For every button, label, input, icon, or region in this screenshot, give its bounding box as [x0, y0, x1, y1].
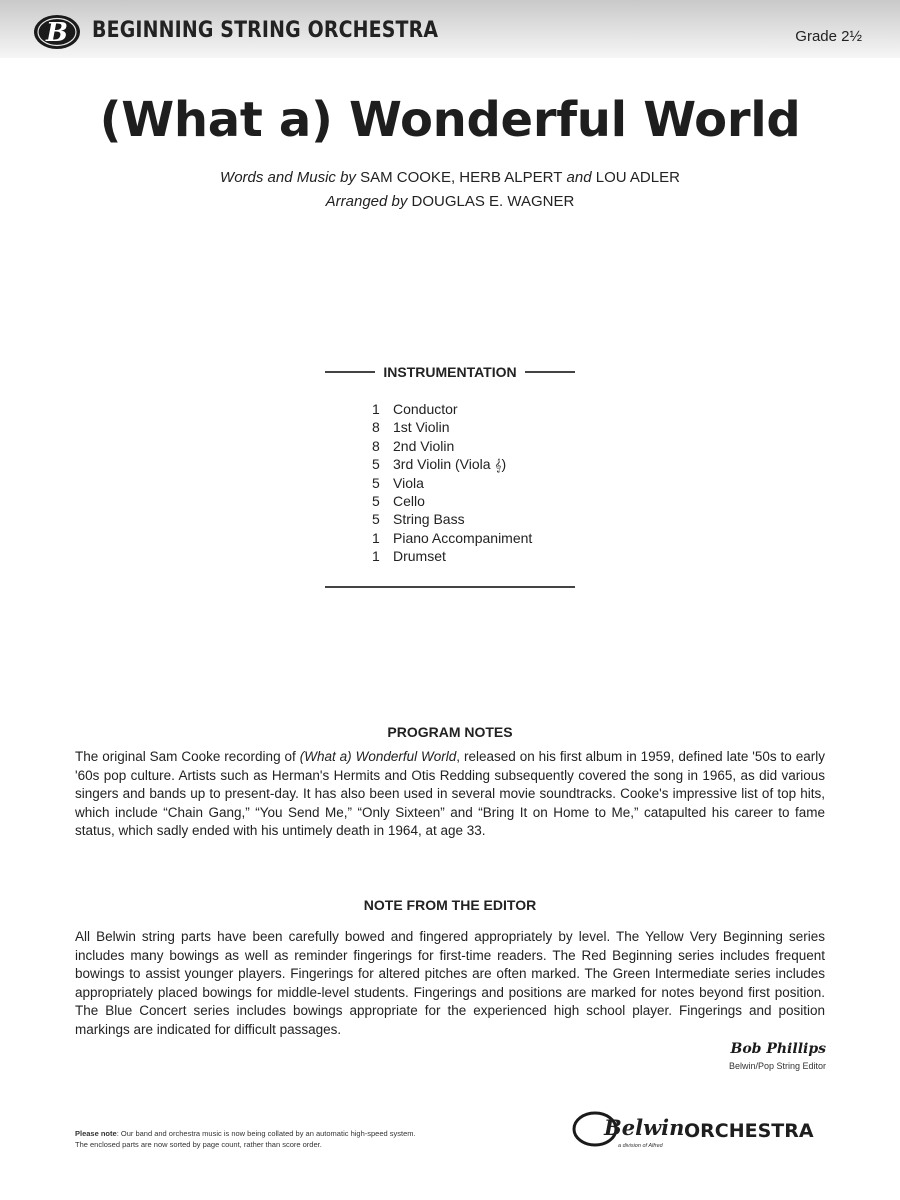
- program-notes-text-start: The original Sam Cooke recording of: [75, 749, 300, 764]
- footnote-line-2: The enclosed parts are now sorted by page count, rather than score order.: [75, 1140, 322, 1149]
- part-name: 3rd Violin (Viola: [393, 456, 495, 473]
- list-item: [372, 437, 532, 455]
- list-item: [372, 455, 532, 473]
- instrumentation-list: [372, 400, 532, 566]
- belwin-orchestra-logo: [572, 1107, 832, 1155]
- part-quantity: 5: [372, 456, 380, 473]
- list-item: [372, 418, 532, 436]
- heading-rule-left: [325, 371, 375, 373]
- song-title-italic: (What a) Wonderful World: [299, 749, 457, 764]
- part-quantity: 8: [372, 437, 380, 454]
- part-quantity: 1: [372, 529, 380, 546]
- words-names: SAM COOKE, HERB ALPERT: [360, 169, 563, 186]
- list-item: [372, 510, 532, 528]
- words-and: and: [566, 169, 592, 186]
- part-quantity: 1: [372, 548, 380, 565]
- part-quantity: 5: [372, 474, 380, 491]
- part-name: Piano Accompaniment: [393, 529, 533, 546]
- footnote-label: Please note: [75, 1129, 117, 1138]
- part-name: Viola: [393, 474, 424, 491]
- part-name-suffix: ): [501, 456, 507, 473]
- grade-label: Grade 2½: [795, 28, 862, 45]
- part-quantity: 1: [372, 401, 380, 417]
- part-name: Conductor: [393, 401, 458, 417]
- series-title: BEGINNING STRING ORCHESTRA: [92, 18, 439, 43]
- program-notes-text-end: , released on his first album in 1959, defined late '50s to early '60s pop culture. Artists such as Herman's Hermits and Otis Redding subsequently covered the song in 1965, as did various singers and bands up to present-day. It has also been used in several movie soundtracks. Cooke's impressive list of top hits, which include “Chain Gang,” “You Send Me,” “Only Sixteen” and “Bring It on Home to Me,” catapulted his career to fame status, which sadly ended with his untimely death in 1964, at age 33.: [75, 749, 826, 839]
- program-notes-text: [75, 748, 825, 841]
- part-name: 2nd Violin: [393, 437, 455, 454]
- part-name: Cello: [393, 492, 425, 509]
- collation-footnote: [75, 1128, 535, 1150]
- brand-subtitle: a division of Alfred: [618, 1143, 663, 1149]
- heading-rule-right: [525, 371, 575, 373]
- words-last-name: LOU ADLER: [595, 169, 680, 186]
- arranged-prefix: Arranged by: [325, 193, 408, 210]
- editor-signature: Bob Phillips: [730, 1041, 826, 1057]
- editor-note-text: All Belwin string parts have been carefully bowed and fingered appropriately by level. The Yellow Very Beginning series includes many bowings as well as reminder fingerings for first-time readers. The Red Beginning series includes frequent bowings to assist younger players. Fingerings for altered pitches are often marked. The Green Intermediate series includes appropriately placed bowings for middle-level students. Fingerings and positions are marked for notes beyond first position. The Blue Concert series includes bowings appropriate for the experienced high school player. Fingerings and position markings are indicated for difficult passages.: [75, 929, 825, 1037]
- instrumentation-heading: [325, 362, 575, 382]
- belwin-b-logo-icon: [32, 12, 82, 52]
- brand-script: Belwin: [604, 1115, 685, 1140]
- words-prefix: Words and Music by: [220, 169, 356, 186]
- editor-note-heading: NOTE FROM THE EDITOR: [363, 897, 537, 913]
- list-item: [372, 492, 532, 510]
- part-name: Drumset: [393, 548, 446, 565]
- instrumentation-bottom-rule: [325, 586, 575, 588]
- instrumentation-title: INSTRUMENTATION: [383, 364, 517, 380]
- part-name: String Bass: [393, 511, 465, 528]
- list-item: [372, 529, 532, 547]
- treble-clef-icon: 𝄞: [494, 458, 502, 473]
- arranger-name: DOUGLAS E. WAGNER: [411, 193, 575, 210]
- arranger-credit: [0, 193, 900, 210]
- brand-word: ORCHESTRA: [684, 1120, 814, 1142]
- editor-role: Belwin/Pop String Editor: [728, 1061, 826, 1071]
- list-item: [372, 400, 532, 418]
- program-notes-heading: PROGRAM NOTES: [387, 724, 513, 740]
- page-title: (What a) Wonderful World: [99, 92, 801, 148]
- part-name: 1st Violin: [393, 419, 450, 436]
- part-quantity: 8: [372, 419, 380, 436]
- part-quantity: 5: [372, 511, 380, 528]
- list-item: [372, 547, 532, 565]
- part-quantity: 5: [372, 492, 380, 509]
- footnote-line-1: : Our band and orchestra music is now being collated by an automatic high-speed system.: [116, 1129, 416, 1138]
- header-band: [0, 0, 900, 58]
- list-item: [372, 474, 532, 492]
- svg-text:B: B: [46, 18, 68, 48]
- words-credit: [0, 169, 900, 186]
